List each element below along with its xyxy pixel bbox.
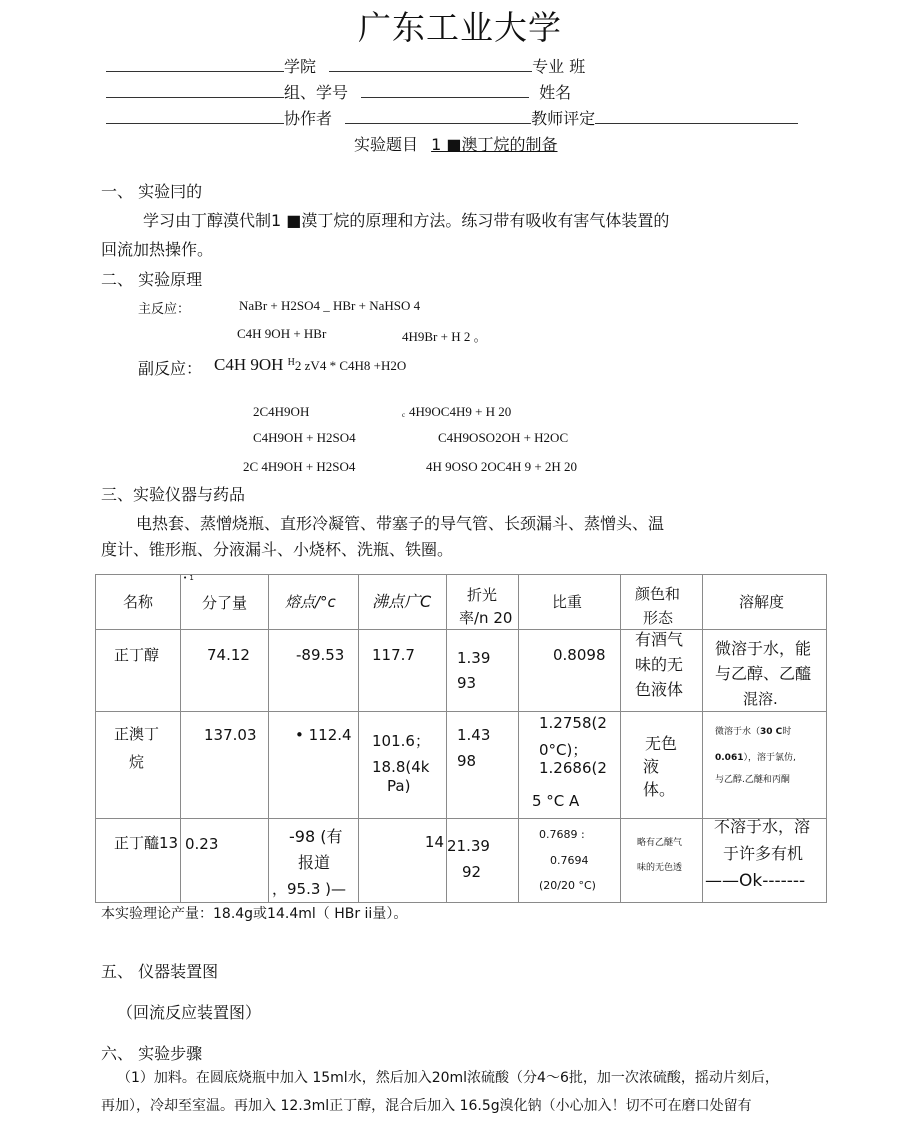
row2-ri-line1: 1.43 <box>457 726 491 744</box>
row2-sol-line1-c: 时 <box>782 727 792 737</box>
college-blank <box>106 55 284 72</box>
row2-sol-line3: 与乙醇.乙醚和丙酮 <box>715 775 790 785</box>
side-reaction-label: 副反应： <box>138 359 203 378</box>
experiment-title-prefix: 实验题目 <box>354 135 419 154</box>
experiment-title-text: 1 ■澳丁烷的制备 <box>431 135 558 154</box>
row2-density-line1: 1.2758(2 <box>539 714 607 732</box>
row3-density-line3: (20/20 °C) <box>539 879 596 892</box>
main-equation-2-left: C4H 9OH + HBr <box>237 326 327 341</box>
header-row-3 <box>106 106 798 129</box>
section6-heading: 六、 实验步骤 <box>101 1044 203 1063</box>
row1-sol-line1: 微溶于水，能 <box>715 639 812 658</box>
collaborator-label: 协作者 <box>284 109 333 128</box>
row2-ri-line2: 98 <box>457 752 477 770</box>
table-row <box>96 630 827 712</box>
row2-bp-line1: 101.6； <box>372 732 430 750</box>
side-equation-4-right: 4H 9OSO 2OC4H 9 + 2H 20 <box>426 459 578 474</box>
section1-para-line2: 回流加热操作。 <box>101 240 214 259</box>
row2-mw: 137.03 <box>204 726 257 744</box>
step1-line1: （1）加料。在圆底烧瓶中加入 15ml水，然后加入20ml浓硫酸（分4～6批，加一次浓硫酸，摇动片刻后， <box>117 1070 779 1086</box>
header-ri-line1: 折光 <box>467 586 498 604</box>
row2-bp-line2: 18.8(4k <box>372 758 430 776</box>
side-equation-2-left: 2C4H9OH <box>253 404 310 419</box>
teacher-eval-blank <box>595 107 798 124</box>
row2-name-line2: 烷 <box>129 753 145 771</box>
name-label: 姓名 <box>539 83 572 102</box>
row1-mp: -89.53 <box>296 646 345 664</box>
row3-color-line2: 味的无色透 <box>637 863 683 873</box>
header-density: 比重 <box>552 593 583 611</box>
side-equation-3-right: C4H9OSO2OH + H2OC <box>438 430 569 445</box>
row1-ri-line2: 93 <box>457 674 477 692</box>
row2-sol-line2-a: 0.061 <box>715 753 744 763</box>
step1-line2: 再加），冷却至室温。再加入 12.3ml正丁醇，混合后加入 16.5g溴化钠（小心加入！切不可在磨口处留有 <box>101 1098 752 1114</box>
college-label: 学院 <box>284 57 317 76</box>
row3-color-line1: 略有乙醚气 <box>637 838 683 848</box>
row3-mw: 0.23 <box>185 835 219 853</box>
row2-sol-line2 <box>715 751 796 765</box>
side-eq1-b: H <box>287 357 295 368</box>
row3-sol-line2: 于许多有机 <box>723 844 804 863</box>
row3-name: 正丁醯13 <box>114 834 179 852</box>
row1-bp: 117.7 <box>372 646 415 664</box>
row2-density-line4: 5 °C A <box>532 792 580 810</box>
main-reaction-label: 主反应： <box>138 302 191 317</box>
row3-sol-line1: 不溶于水，溶 <box>714 817 811 836</box>
row2-color-line3: 体。 <box>643 780 676 799</box>
table-header-row <box>96 575 827 630</box>
row2-bp-line3: Pa) <box>387 777 411 795</box>
row1-sol-line2: 与乙醇、乙醯 <box>715 664 812 683</box>
row2-density-line3: 1.2686(2 <box>539 759 607 777</box>
major-class-label: 专业 班 <box>532 57 586 76</box>
side-eq1-a: C4H 9OH <box>214 355 284 374</box>
row3-density-line2: 0.7694 <box>550 854 589 867</box>
properties-table <box>95 574 827 903</box>
row1-name: 正丁醇 <box>114 646 160 664</box>
row2-mp: • 112.4 <box>295 726 352 744</box>
section3-para-line1: 电热套、蒸憎烧瓶、直形冷凝管、带塞子的导气管、长颈漏斗、蒸憎头、温 <box>136 514 665 533</box>
main-equation-2-right: 4H9Br + H 2 。 <box>402 329 487 344</box>
row1-sol-line3: 混溶. <box>743 690 778 708</box>
header-solubility: 溶解度 <box>739 593 785 611</box>
university-title: 广东工业大学 <box>358 8 562 47</box>
row2-sol-line2-b: ），溶于氯仿, <box>743 753 796 763</box>
row1-color-line3: 色液体 <box>635 680 684 699</box>
header-boiling-point: 沸点广C <box>372 592 432 611</box>
section1-heading: 一、 实验冃的 <box>101 182 203 201</box>
header-mw-mark: • 1 <box>183 574 194 582</box>
section2-heading: 二、 实验原理 <box>101 270 203 289</box>
group-id-label: 组、学号 <box>284 83 349 102</box>
row2-color-line2: 液 <box>643 757 660 776</box>
experiment-title <box>354 132 558 155</box>
row2-sol-line1-b: 30 C <box>760 727 783 737</box>
student-id-blank <box>361 81 529 98</box>
major-blank <box>329 55 532 72</box>
header-melting-point: 熔点/°c <box>285 593 336 611</box>
side-equation-2-right: 4H9OC4H9 + H 20 <box>409 404 512 419</box>
table-row <box>96 712 827 819</box>
header-row-2 <box>106 80 571 103</box>
row3-mp-line1: -98 (有 <box>289 827 343 846</box>
row3-ri-line2: 92 <box>462 863 482 881</box>
group-blank <box>106 81 284 98</box>
header-row-1 <box>106 54 585 77</box>
row2-sol-line1 <box>715 725 791 739</box>
apparatus-caption: （回流反应装置图） <box>117 1003 262 1022</box>
row1-color-line2: 味的无 <box>635 655 684 674</box>
side-eq1-c: 2 zV4 * C4H8 +H2O <box>294 358 407 373</box>
section3-heading: 三、实验仪器与药品 <box>101 485 246 504</box>
theoretical-yield-note: 本实验理论产量：18.4g或14.4ml（ HBr ii量）。 <box>101 906 408 922</box>
header-ri-line2: 率/n 20 <box>459 609 513 627</box>
section5-heading: 五、 仪器装置图 <box>101 962 219 981</box>
section1-para-line1: 学习由丁醇漠代制1 ■漠丁烷的原理和方法。练习带有吸收有害气体装置的 <box>143 211 670 230</box>
side-equation-3-left: C4H9OH + H2SO4 <box>253 430 356 445</box>
row2-sol-line1-a: 微溶于水（ <box>715 727 761 737</box>
side-equation-4-left: 2C 4H9OH + H2SO4 <box>243 459 356 474</box>
section3-para-line2: 度计、锥形瓶、分液漏斗、小烧杯、洗瓶、铁圈。 <box>101 540 454 559</box>
side-equation-2-sub: c <box>402 411 406 419</box>
row3-sol-line3: ——Ok------- <box>705 871 806 891</box>
row3-mp-line3: ，95.3 )— <box>272 880 347 898</box>
main-equation-1: NaBr + H2SO4 _ HBr + NaHSO 4 <box>239 298 421 313</box>
header-color-line2: 形态 <box>643 609 674 627</box>
row3-ri-line1: 21.39 <box>447 837 490 855</box>
row2-density-line2: 0°C)； <box>539 741 588 759</box>
row3-density-line1: 0.7689 : <box>539 828 585 841</box>
table-row <box>96 819 827 903</box>
row2-name-line1: 正澳丁 <box>114 725 160 743</box>
teacher-eval-label: 教师评定 <box>531 109 596 128</box>
side-equation-1 <box>214 355 406 375</box>
row1-ri-line1: 1.39 <box>457 649 491 667</box>
row1-mw: 74.12 <box>207 646 250 664</box>
row3-mp-line2: 报道 <box>298 853 331 872</box>
collab-name-blank <box>345 107 531 124</box>
row1-density: 0.8098 <box>553 646 606 664</box>
row2-color-line1: 无色 <box>645 734 678 753</box>
collaborator-blank <box>106 107 284 124</box>
header-name: 名称 <box>123 593 154 611</box>
header-molecular-weight: 分了量 <box>202 594 248 612</box>
row1-color-line1: 有酒气 <box>635 630 684 649</box>
header-color-line1: 颜色和 <box>635 585 681 603</box>
row3-bp: 14 <box>424 833 444 851</box>
